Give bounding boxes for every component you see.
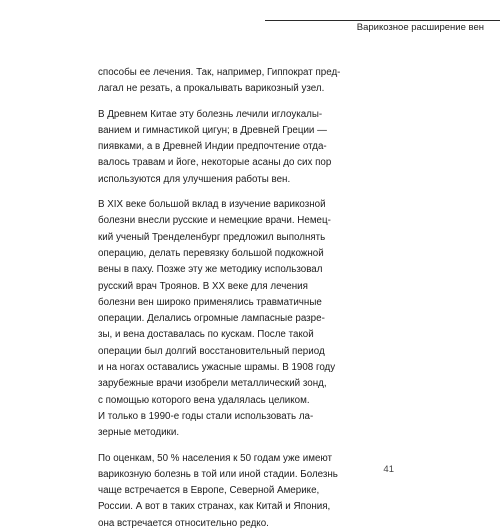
text-line: зарубежные врачи изобрели металлический зонд, bbox=[98, 378, 327, 390]
text-line: способы ее лечения. Так, например, Гиппократ пред- bbox=[98, 67, 341, 78]
text-line: с помощью которого вена удалялась целиком. bbox=[98, 394, 310, 406]
header-rule bbox=[265, 20, 500, 21]
page-number: 41 bbox=[383, 464, 394, 475]
running-header-title: Варикозное расширение вен bbox=[356, 22, 484, 33]
text-line: России. А вот в таких странах, как Китай и Япония, bbox=[98, 501, 331, 513]
text-line: операцию, делать перевязку большой подкожной bbox=[98, 247, 324, 259]
text-line: чаще встречается в Европе, Северной Америке, bbox=[98, 485, 320, 497]
text-line: По оценкам, 50 % населения к 50 годам уже имеют bbox=[98, 452, 333, 464]
text-line: В XIX веке большой вклад в изучение варикозной bbox=[98, 199, 326, 211]
text-line: вены в паху. Позже эту же методику использовал bbox=[98, 264, 323, 276]
text-line: зы, и вена доставалась по кускам. После такой bbox=[98, 329, 314, 341]
text-line: используются для улучшения работы вен. bbox=[98, 173, 291, 185]
text-line: И только в 1990-е годы стали использовать ла- bbox=[98, 410, 314, 422]
paragraph-2 bbox=[98, 107, 383, 188]
text-line: пиявками, а в Древней Индии предпочтение отда- bbox=[98, 141, 327, 153]
text-line: болезни вен широко применялись травматичные bbox=[98, 296, 322, 308]
text-line: зерные методики. bbox=[98, 427, 180, 439]
text-line: она встречается относительно редко. bbox=[98, 517, 269, 529]
paragraph-1 bbox=[98, 65, 383, 98]
body-text bbox=[98, 65, 383, 532]
text-line: В Древнем Китае эту болезнь лечили иглоукалы- bbox=[98, 108, 323, 120]
text-line: операции был долгий восстановительный период bbox=[98, 345, 325, 357]
text-line: операции. Делались огромные лампасные разре- bbox=[98, 313, 325, 325]
text-line: болезни внесли русские и немецкие врачи. Немец- bbox=[98, 215, 331, 227]
running-header bbox=[265, 0, 500, 40]
text-line: лагал не резать, а прокалывать варикозный узел. bbox=[98, 83, 325, 95]
text-line: и на ногах оставались ужасные шрамы. В 1908 году bbox=[98, 362, 336, 374]
text-line: кий ученый Тренделенбург предложил выполнять bbox=[98, 231, 326, 243]
text-line: варикозную болезнь в той или иной стадии. Болезнь bbox=[98, 468, 338, 480]
paragraph-4 bbox=[98, 451, 383, 532]
text-line: валось травам и йоге, некоторые асаны до сих пор bbox=[98, 157, 332, 169]
paragraph-3 bbox=[98, 197, 383, 441]
text-line: русский врач Троянов. В XX веке для лечения bbox=[98, 280, 308, 292]
text-line: ванием и гимнастикой цигун; в Древней Греции — bbox=[98, 124, 327, 136]
